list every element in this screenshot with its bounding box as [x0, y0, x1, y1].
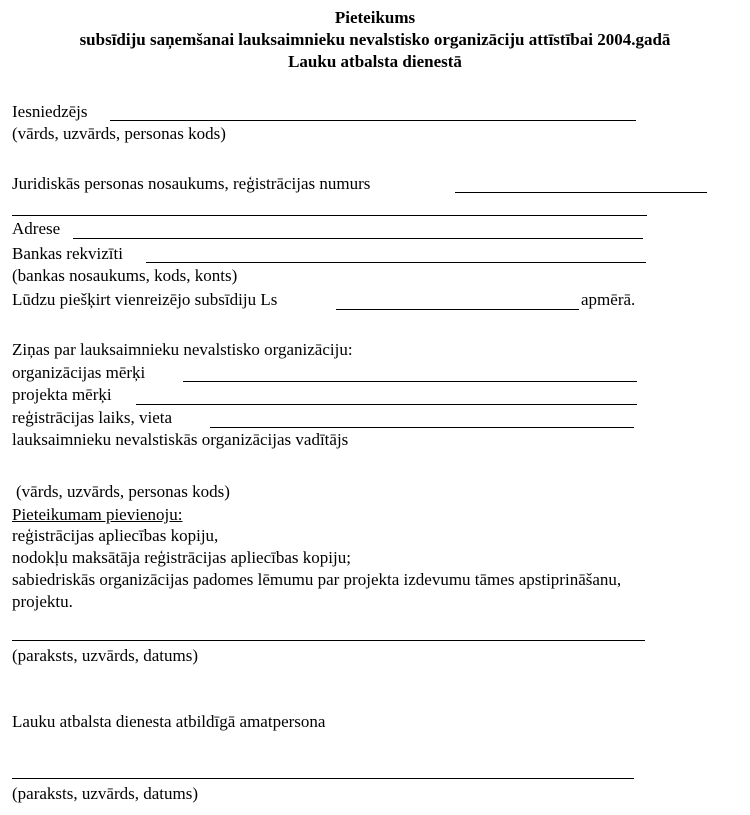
subsidy-prefix: Lūdzu piešķirt vienreizējo subsīdiju Ls: [12, 290, 278, 309]
project-goals-label: projekta mērķi: [12, 385, 112, 404]
official-label: Lauku atbalsta dienesta atbildīgā amatpersona: [12, 712, 326, 731]
applicant-hint: (vārds, uzvārds, personas kods): [12, 124, 226, 143]
applicant-label: Iesniedzējs: [12, 102, 88, 121]
applicant-signature-field[interactable]: [12, 640, 645, 641]
subsidy-amount-field[interactable]: [336, 309, 579, 310]
attachment-item: reģistrācijas apliecības kopiju,: [12, 526, 219, 545]
leader-label: lauksaimnieku nevalstiskās organizācijas vadītājs: [12, 430, 349, 449]
attachment-item: nodokļu maksātāja reģistrācijas apliecības kopiju;: [12, 548, 351, 567]
legal-entity-field[interactable]: [455, 192, 707, 193]
bank-field[interactable]: [146, 262, 646, 263]
official-signature-field[interactable]: [12, 778, 634, 779]
legal-entity-field-continued[interactable]: [12, 215, 647, 216]
org-goals-field[interactable]: [183, 381, 637, 382]
form-recipient: Lauku atbalsta dienestā: [288, 52, 462, 71]
project-goals-field[interactable]: [136, 404, 637, 405]
registration-field[interactable]: [210, 427, 634, 428]
bank-hint: (bankas nosaukums, kods, konts): [12, 266, 238, 285]
legal-entity-label: Juridiskās personas nosaukums, reģistrācijas numurs: [12, 174, 371, 193]
address-label: Adrese: [12, 219, 61, 238]
registration-label: reģistrācijas laiks, vieta: [12, 408, 173, 427]
applicant-field[interactable]: [110, 120, 636, 121]
bank-label: Bankas rekvizīti: [12, 244, 123, 263]
form-subtitle: subsīdiju saņemšanai lauksaimnieku nevalstisko organizāciju attīstībai 2004.gadā: [79, 30, 671, 49]
applicant-signature-hint: (paraksts, uzvārds, datums): [12, 646, 199, 665]
address-field[interactable]: [73, 238, 643, 239]
attachments-heading: Pieteikumam pievienoju:: [12, 505, 183, 524]
org-info-heading: Ziņas par lauksaimnieku nevalstisko organizāciju:: [12, 340, 353, 359]
form-title: Pieteikums: [334, 8, 416, 27]
attachment-item: sabiedriskās organizācijas padomes lēmumu par projekta izdevumu tāmes apstiprināšanu,: [12, 570, 622, 589]
leader-hint: (vārds, uzvārds, personas kods): [16, 482, 230, 501]
subsidy-suffix: apmērā.: [581, 290, 636, 309]
attachment-item: projektu.: [12, 592, 73, 611]
org-goals-label: organizācijas mērķi: [12, 363, 146, 382]
official-signature-hint: (paraksts, uzvārds, datums): [12, 784, 199, 803]
